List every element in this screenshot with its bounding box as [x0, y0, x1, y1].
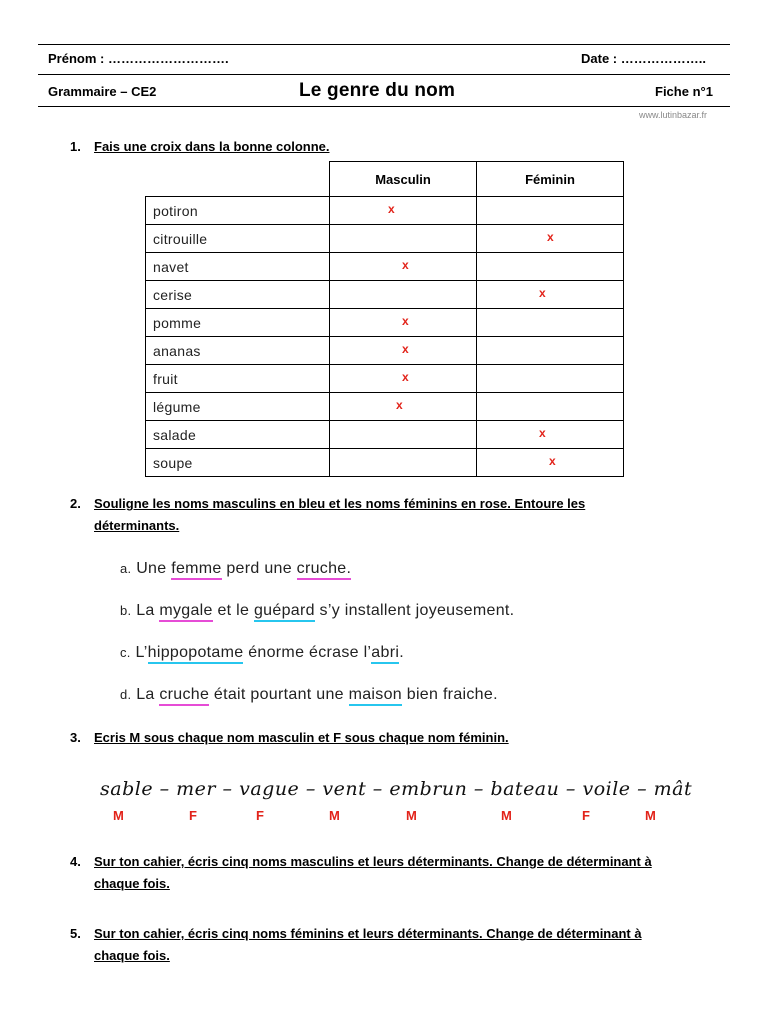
q5-text-line1: Sur ton cahier, écris cinq noms féminins et leurs déterminants. Change de déterminant à [94, 926, 642, 941]
masculine-noun[interactable]: hippopotame [148, 644, 244, 664]
fiche-number: Fiche n°1 [655, 84, 713, 99]
cursive-word: bateau [490, 778, 560, 800]
q2-instruction [70, 496, 585, 533]
q3-number: 3. [70, 730, 81, 745]
feminin-cell[interactable] [477, 197, 624, 225]
sentence-text: était pourtant une [209, 686, 349, 703]
masculin-cell[interactable] [330, 449, 477, 477]
header-top-rule [38, 44, 730, 45]
q1-number: 1. [70, 139, 81, 154]
q3-text: Ecris M sous chaque nom masculin et F sous chaque nom féminin. [94, 730, 509, 745]
cross-mark: x [547, 230, 554, 244]
sentence-letter: c. [120, 645, 131, 660]
cursive-word: vent [322, 778, 367, 800]
q2-number: 2. [70, 496, 81, 511]
sentence-text: La [131, 602, 160, 619]
sentence-letter: b. [120, 603, 132, 618]
word-cell: légume [146, 393, 330, 421]
cross-mark: x [402, 258, 409, 272]
q2-text-line1: Souligne les noms masculins en bleu et les noms féminins en rose. Entoure les [94, 496, 586, 511]
feminin-cell[interactable] [477, 281, 624, 309]
feminin-cell[interactable] [477, 225, 624, 253]
feminin-cell[interactable] [477, 253, 624, 281]
masculin-cell[interactable] [330, 253, 477, 281]
table-row [146, 225, 624, 253]
masculine-noun[interactable]: guépard [254, 602, 315, 622]
q2-text-line2: déterminants. [94, 518, 180, 533]
gender-answer: F [256, 808, 264, 823]
masculin-cell[interactable] [330, 197, 477, 225]
q3-word-line [100, 778, 692, 800]
q4-text-line2: chaque fois. [94, 876, 170, 891]
subject-label: Grammaire – CE2 [48, 84, 157, 99]
sentence-letter: a. [120, 561, 132, 576]
word-separator: – [299, 778, 323, 800]
cursive-word: mât [653, 778, 693, 800]
cross-mark: x [402, 342, 409, 356]
masculin-cell[interactable] [330, 337, 477, 365]
gender-table [145, 161, 624, 477]
cursive-word: voile [582, 778, 631, 800]
cursive-word: vague [239, 778, 300, 800]
sentence-text: s’y installent joyeusement. [314, 602, 515, 619]
sentence-text: . [399, 644, 404, 661]
feminin-cell[interactable] [477, 421, 624, 449]
masculine-noun[interactable]: abri [371, 644, 399, 664]
sentence-text: bien fraiche. [402, 686, 498, 703]
sentence-text: et le [212, 602, 254, 619]
gender-answer: M [501, 808, 512, 823]
cross-mark: x [402, 370, 409, 384]
table-row [146, 421, 624, 449]
gender-answer: M [113, 808, 124, 823]
cross-mark: x [388, 202, 395, 216]
q4-number: 4. [70, 854, 81, 869]
table-row [146, 393, 624, 421]
word-cell: salade [146, 421, 330, 449]
q5-number: 5. [70, 926, 81, 941]
word-cell: pomme [146, 309, 330, 337]
feminine-noun[interactable]: femme [171, 560, 221, 580]
masculin-cell[interactable] [330, 281, 477, 309]
masculin-cell[interactable] [330, 309, 477, 337]
feminin-cell[interactable] [477, 449, 624, 477]
q4-instruction [70, 854, 652, 891]
cross-mark: x [549, 454, 556, 468]
cross-mark: x [396, 398, 403, 412]
word-separator: – [559, 778, 583, 800]
masculin-cell[interactable] [330, 421, 477, 449]
date-field: Date : ……………….. [581, 51, 706, 66]
word-separator: – [153, 778, 177, 800]
header-bottom-rule [38, 106, 730, 107]
gender-answer: M [329, 808, 340, 823]
sentence-letter: d. [120, 687, 132, 702]
prenom-field: Prénom : ………………………. [48, 51, 229, 66]
sentence [120, 560, 351, 578]
q5-text-line2: chaque fois. [94, 948, 170, 963]
table-header-row [146, 162, 624, 197]
gender-answer: M [406, 808, 417, 823]
q1-text: Fais une croix dans la bonne colonne. [94, 139, 330, 154]
table-row [146, 365, 624, 393]
gender-answer: M [645, 808, 656, 823]
cursive-word: sable [100, 778, 154, 800]
feminine-noun[interactable]: cruche. [297, 560, 352, 580]
word-separator: – [630, 778, 654, 800]
gender-answer: F [582, 808, 590, 823]
cross-mark: x [539, 286, 546, 300]
website-credit: www.lutinbazar.fr [639, 110, 708, 120]
feminin-cell[interactable] [477, 393, 624, 421]
column-masculin: Masculin [330, 162, 477, 197]
masculin-cell[interactable] [330, 365, 477, 393]
word-cell: ananas [146, 337, 330, 365]
feminin-cell[interactable] [477, 337, 624, 365]
word-cell: navet [146, 253, 330, 281]
cursive-word: mer [176, 778, 216, 800]
q5-instruction [70, 926, 642, 963]
table-row [146, 309, 624, 337]
feminin-cell[interactable] [477, 309, 624, 337]
masculin-cell[interactable] [330, 393, 477, 421]
cross-mark: x [402, 314, 409, 328]
q3-instruction [70, 730, 509, 745]
table-row [146, 449, 624, 477]
table-row [146, 197, 624, 225]
header-middle-rule [38, 74, 730, 75]
table-row [146, 253, 624, 281]
page-title: Le genre du nom [299, 80, 456, 101]
table-row [146, 281, 624, 309]
cursive-word: embrun [389, 778, 468, 800]
column-feminin: Féminin [477, 162, 624, 197]
word-separator: – [467, 778, 491, 800]
table-corner [146, 162, 330, 197]
sentence [120, 686, 498, 704]
sentence [120, 644, 404, 662]
gender-answer: F [189, 808, 197, 823]
masculin-cell[interactable] [330, 225, 477, 253]
q4-text-line1: Sur ton cahier, écris cinq noms masculins et leurs déterminants. Change de déterminant à [94, 854, 652, 869]
word-cell: citrouille [146, 225, 330, 253]
cross-mark: x [539, 426, 546, 440]
feminin-cell[interactable] [477, 365, 624, 393]
word-cell: soupe [146, 449, 330, 477]
sentence-text: perd une [221, 560, 297, 577]
word-separator: – [366, 778, 390, 800]
sentence [120, 602, 514, 620]
feminine-noun[interactable]: cruche [159, 686, 209, 706]
sentence-text: énorme écrase l’ [243, 644, 372, 661]
sentence-text: La [131, 686, 160, 703]
q1-instruction [70, 139, 330, 154]
word-cell: potiron [146, 197, 330, 225]
feminine-noun[interactable]: mygale [159, 602, 212, 622]
word-cell: fruit [146, 365, 330, 393]
word-separator: – [216, 778, 240, 800]
masculine-noun[interactable]: maison [349, 686, 402, 706]
sentence-text: L’ [130, 644, 148, 661]
sentence-text: Une [131, 560, 172, 577]
word-cell: cerise [146, 281, 330, 309]
table-row [146, 337, 624, 365]
